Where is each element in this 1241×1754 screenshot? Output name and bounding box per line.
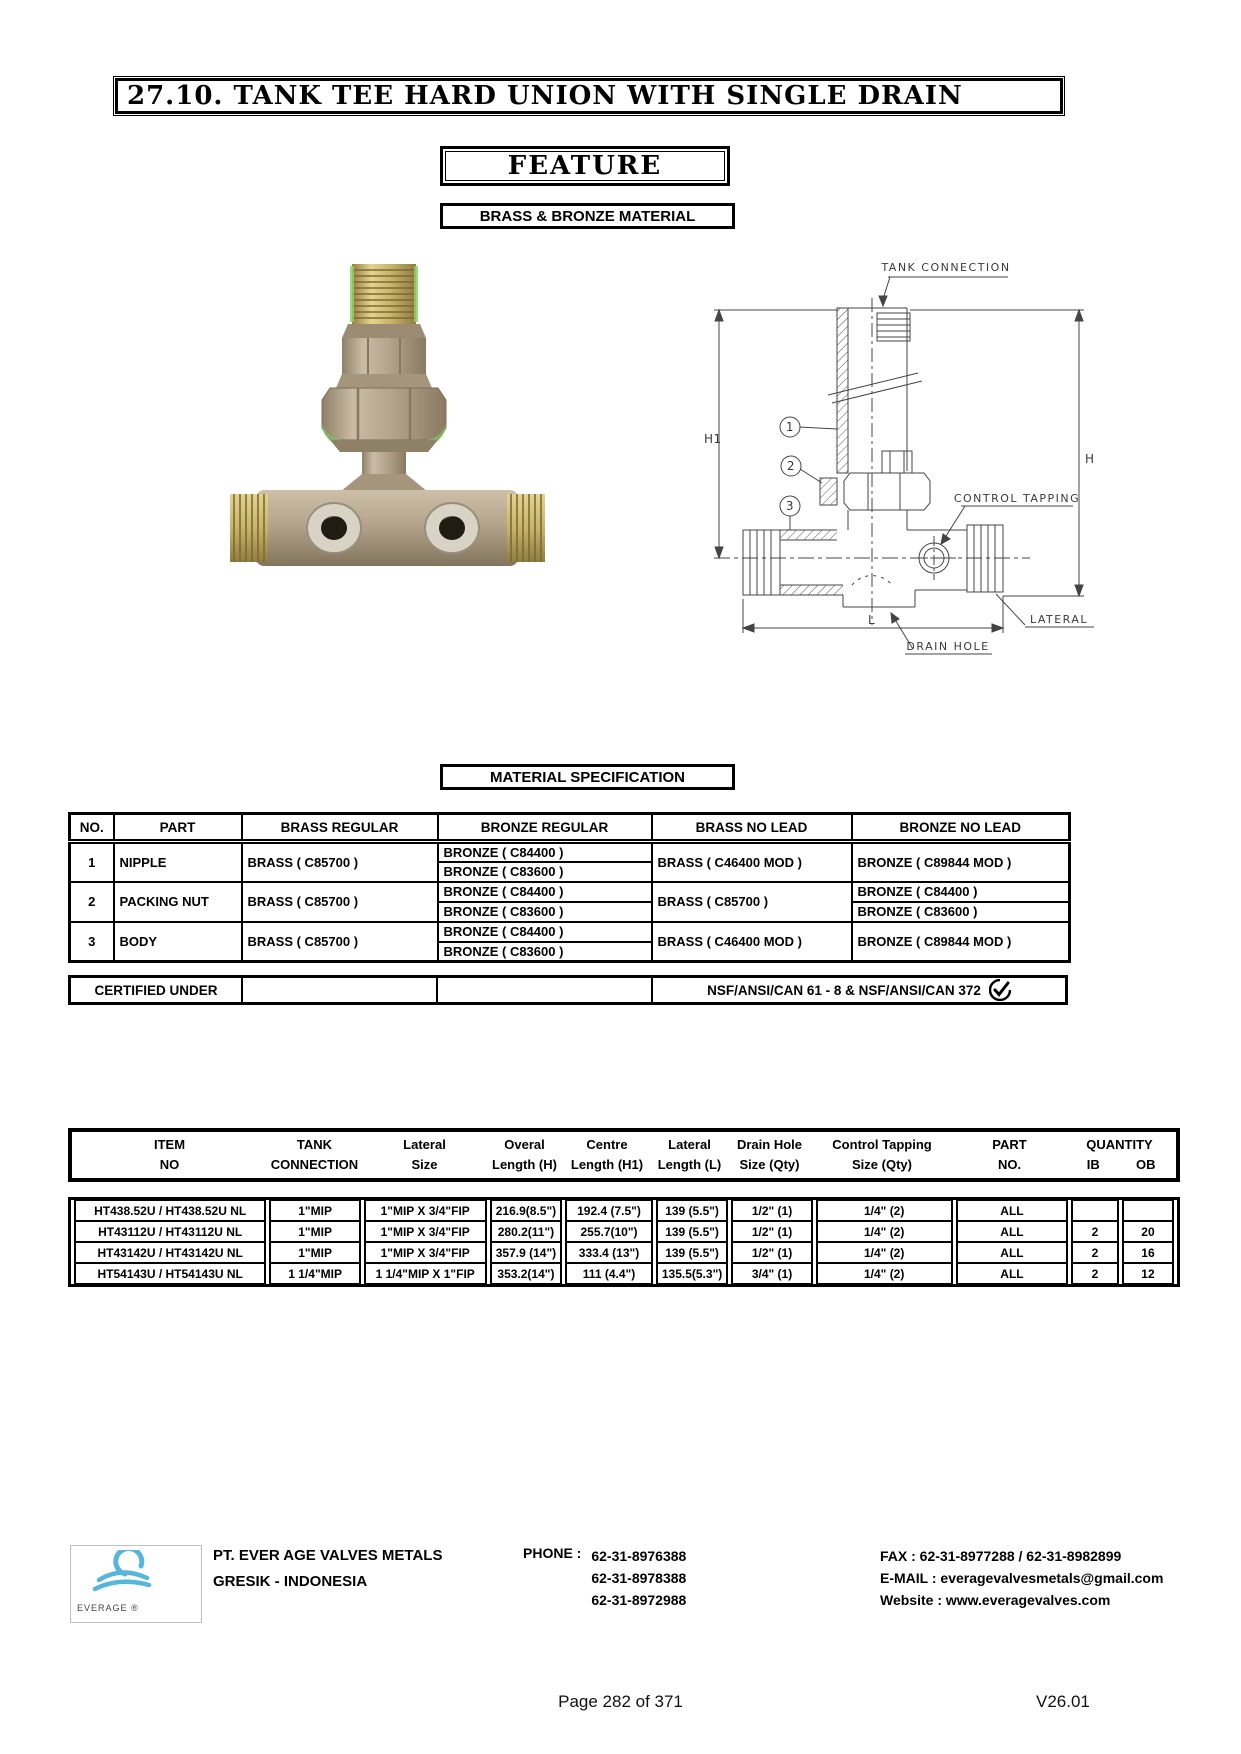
lateral-label: LATERAL [1029,613,1089,626]
cell-part-no: ALL [956,1263,1068,1284]
table-row [74,1200,1174,1221]
row-bronze-no-lead: BRONZE ( C89844 MOD ) [852,922,1070,962]
row-part: BODY [114,922,242,962]
cell-lateral-length: 139 (5.5") [656,1221,729,1242]
product-photo [230,262,545,574]
col-part: PART [114,814,242,842]
callout-3: 3 [785,499,795,513]
cell-control-tapping: 1/4" (2) [816,1242,953,1263]
table-row [70,882,1070,902]
page-number: Page 282 of 371 [558,1692,683,1711]
dimension-data-table [68,1197,1180,1287]
company-name: PT. EVER AGE VALVES METALS [213,1547,443,1564]
drain-hole-label: DRAIN HOLE [906,640,990,653]
row-bronze-no-lead: BRONZE ( C89844 MOD ) [852,842,1070,882]
certified-under-label: CERTIFIED UNDER [71,978,243,1002]
cell-overall-length: 216.9(8.5") [490,1200,563,1221]
cell-lateral-size: 1"MIP X 3/4"FIP [364,1200,487,1221]
certified-value-cell [653,978,1065,1002]
everage-logo-text: EVERAGE ® [77,1603,139,1613]
row-brass-regular: BRASS ( C85700 ) [242,842,438,882]
phone-number-2: 62-31-8978388 [591,1570,687,1586]
header-quantity-ob: OB [1136,1157,1156,1172]
everage-logo-icon [77,1550,195,1596]
row-no: 1 [70,842,114,882]
certified-under-row [68,975,1068,1005]
cell-centre-length: 111 (4.4") [565,1263,652,1284]
col-brass-regular: BRASS REGULAR [242,814,438,842]
company-info [213,1543,442,1595]
row-brass-no-lead: BRASS ( C46400 MOD ) [652,842,852,882]
tank-connection-label: TANK CONNECTION [881,261,1011,274]
cell-part-no: ALL [956,1242,1068,1263]
cell-lateral-length: 139 (5.5") [656,1200,729,1221]
cell-drain-hole: 1/2" (1) [731,1221,812,1242]
cell-tank-connection: 1 1/4"MIP [269,1263,361,1284]
catalog-version: V26.01 [1036,1692,1090,1711]
cell-item-no: HT438.52U / HT438.52U NL [74,1200,266,1221]
row-part: NIPPLE [114,842,242,882]
cell-item-no: HT54143U / HT54143U NL [74,1263,266,1284]
phone-number-3: 62-31-8972988 [591,1592,687,1608]
fax-line: FAX : 62-31-8977288 / 62-31-8982899 [880,1548,1122,1564]
cell-qty-ib [1071,1200,1119,1221]
row-no: 2 [70,882,114,922]
phone-label: PHONE : [523,1545,582,1561]
row-no: 3 [70,922,114,962]
col-bronze-regular: BRONZE REGULAR [438,814,652,842]
row-bronze-regular-b: BRONZE ( C83600 ) [438,942,652,962]
table-row [70,922,1070,942]
dimension-table-header [68,1128,1180,1182]
company-location: GRESIK - INDONESIA [213,1573,368,1590]
cell-qty-ob: 20 [1122,1221,1174,1242]
table-row [74,1242,1174,1263]
material-header-row [70,814,1070,842]
header-overall-length: Overal Length (H) [492,1137,557,1172]
cell-drain-hole: 3/4" (1) [731,1263,812,1284]
cell-item-no: HT43142U / HT43142U NL [74,1242,266,1263]
header-drain-hole: Drain Hole Size (Qty) [736,1137,802,1172]
email-line: E-MAIL : everagevalvesmetals@gmail.com [880,1570,1164,1586]
cell-qty-ib: 2 [1071,1221,1119,1242]
header-part-no: PART NO. [992,1137,1027,1172]
contact-block [880,1545,1163,1611]
row-bronze-regular-a: BRONZE ( C84400 ) [438,842,652,862]
header-lateral-size: Lateral Size [403,1137,446,1172]
cell-centre-length: 255.7(10") [565,1221,652,1242]
row-brass-no-lead: BRASS ( C85700 ) [652,882,852,922]
row-bronze-regular-a: BRONZE ( C84400 ) [438,882,652,902]
row-brass-regular: BRASS ( C85700 ) [242,882,438,922]
callout-2: 2 [786,459,796,473]
cell-drain-hole: 1/2" (1) [731,1200,812,1221]
phone-number-1: 62-31-8976388 [591,1548,687,1564]
row-bronze-no-lead-b: BRONZE ( C83600 ) [852,902,1070,922]
cell-overall-length: 357.9 (14") [490,1242,563,1263]
callout-1: 1 [785,420,795,434]
row-brass-no-lead: BRASS ( C46400 MOD ) [652,922,852,962]
cell-qty-ib: 2 [1071,1263,1119,1284]
technical-diagram [700,253,1098,671]
cell-overall-length: 280.2(11") [490,1221,563,1242]
h1-dim-label: H1 [704,432,722,446]
header-centre-length: Centre Length (H1) [570,1137,644,1172]
l-dim-label: L [868,613,876,627]
col-brass-no-lead: BRASS NO LEAD [652,814,852,842]
website-line: Website : www.everagevalves.com [880,1592,1111,1608]
table-row [70,842,1070,862]
cell-tank-connection: 1"MIP [269,1242,361,1263]
material-spec-banner: MATERIAL SPECIFICATION [440,764,735,790]
cell-part-no: ALL [956,1200,1068,1221]
col-bronze-no-lead: BRONZE NO LEAD [852,814,1070,842]
cell-centre-length: 333.4 (13") [565,1242,652,1263]
feature-banner-label: FEATURE [445,151,725,181]
certified-value: NSF/ANSI/CAN 61 - 8 & NSF/ANSI/CAN 372 [707,982,981,998]
tank-tee-photo-illustration [230,262,545,574]
header-quantity-ib: IB [1086,1157,1100,1172]
phone-block [523,1545,686,1611]
row-bronze-regular-a: BRONZE ( C84400 ) [438,922,652,942]
page-title: 27.10. TANK TEE HARD UNION WITH SINGLE DRAIN [115,78,1063,114]
feature-banner [440,146,730,186]
cell-lateral-length: 139 (5.5") [656,1242,729,1263]
row-bronze-no-lead-a: BRONZE ( C84400 ) [852,882,1070,902]
row-part: PACKING NUT [114,882,242,922]
company-logo [70,1545,202,1623]
cell-lateral-size: 1"MIP X 3/4"FIP [364,1221,487,1242]
row-bronze-regular-b: BRONZE ( C83600 ) [438,862,652,882]
header-quantity: QUANTITY IB OB [1067,1135,1172,1175]
cell-tank-connection: 1"MIP [269,1200,361,1221]
certified-blank-1 [243,978,438,1002]
row-bronze-regular-b: BRONZE ( C83600 ) [438,902,652,922]
material-spec-table [68,812,1071,963]
cell-overall-length: 353.2(14") [490,1263,563,1284]
cell-qty-ob [1122,1200,1174,1221]
cell-qty-ob: 16 [1122,1242,1174,1263]
h-dim-label: H [1085,452,1095,466]
cell-lateral-size: 1 1/4"MIP X 1"FIP [364,1263,487,1284]
header-tank-connection: TANK CONNECTION [270,1137,359,1172]
row-brass-regular: BRASS ( C85700 ) [242,922,438,962]
nsf-certification-icon [989,979,1011,1001]
control-tapping-label: CONTROL TAPPING [953,492,1081,505]
cell-control-tapping: 1/4" (2) [816,1263,953,1284]
cell-lateral-size: 1"MIP X 3/4"FIP [364,1242,487,1263]
material-banner: BRASS & BRONZE MATERIAL [440,203,735,229]
cell-control-tapping: 1/4" (2) [816,1221,953,1242]
header-item-no: ITEM NO [153,1137,186,1172]
cell-control-tapping: 1/4" (2) [816,1200,953,1221]
table-row [74,1221,1174,1242]
cell-qty-ob: 12 [1122,1263,1174,1284]
header-control-tapping: Control Tapping Size (Qty) [832,1137,932,1172]
header-lateral-length: Lateral Length (L) [657,1137,722,1172]
cell-centre-length: 192.4 (7.5") [565,1200,652,1221]
cell-part-no: ALL [956,1221,1068,1242]
cell-lateral-length: 135.5(5.3") [656,1263,729,1284]
cell-item-no: HT43112U / HT43112U NL [74,1221,266,1242]
cell-drain-hole: 1/2" (1) [731,1242,812,1263]
certified-blank-2 [438,978,653,1002]
col-no: NO. [70,814,114,842]
cell-tank-connection: 1"MIP [269,1221,361,1242]
table-row [74,1263,1174,1284]
cell-qty-ib: 2 [1071,1242,1119,1263]
